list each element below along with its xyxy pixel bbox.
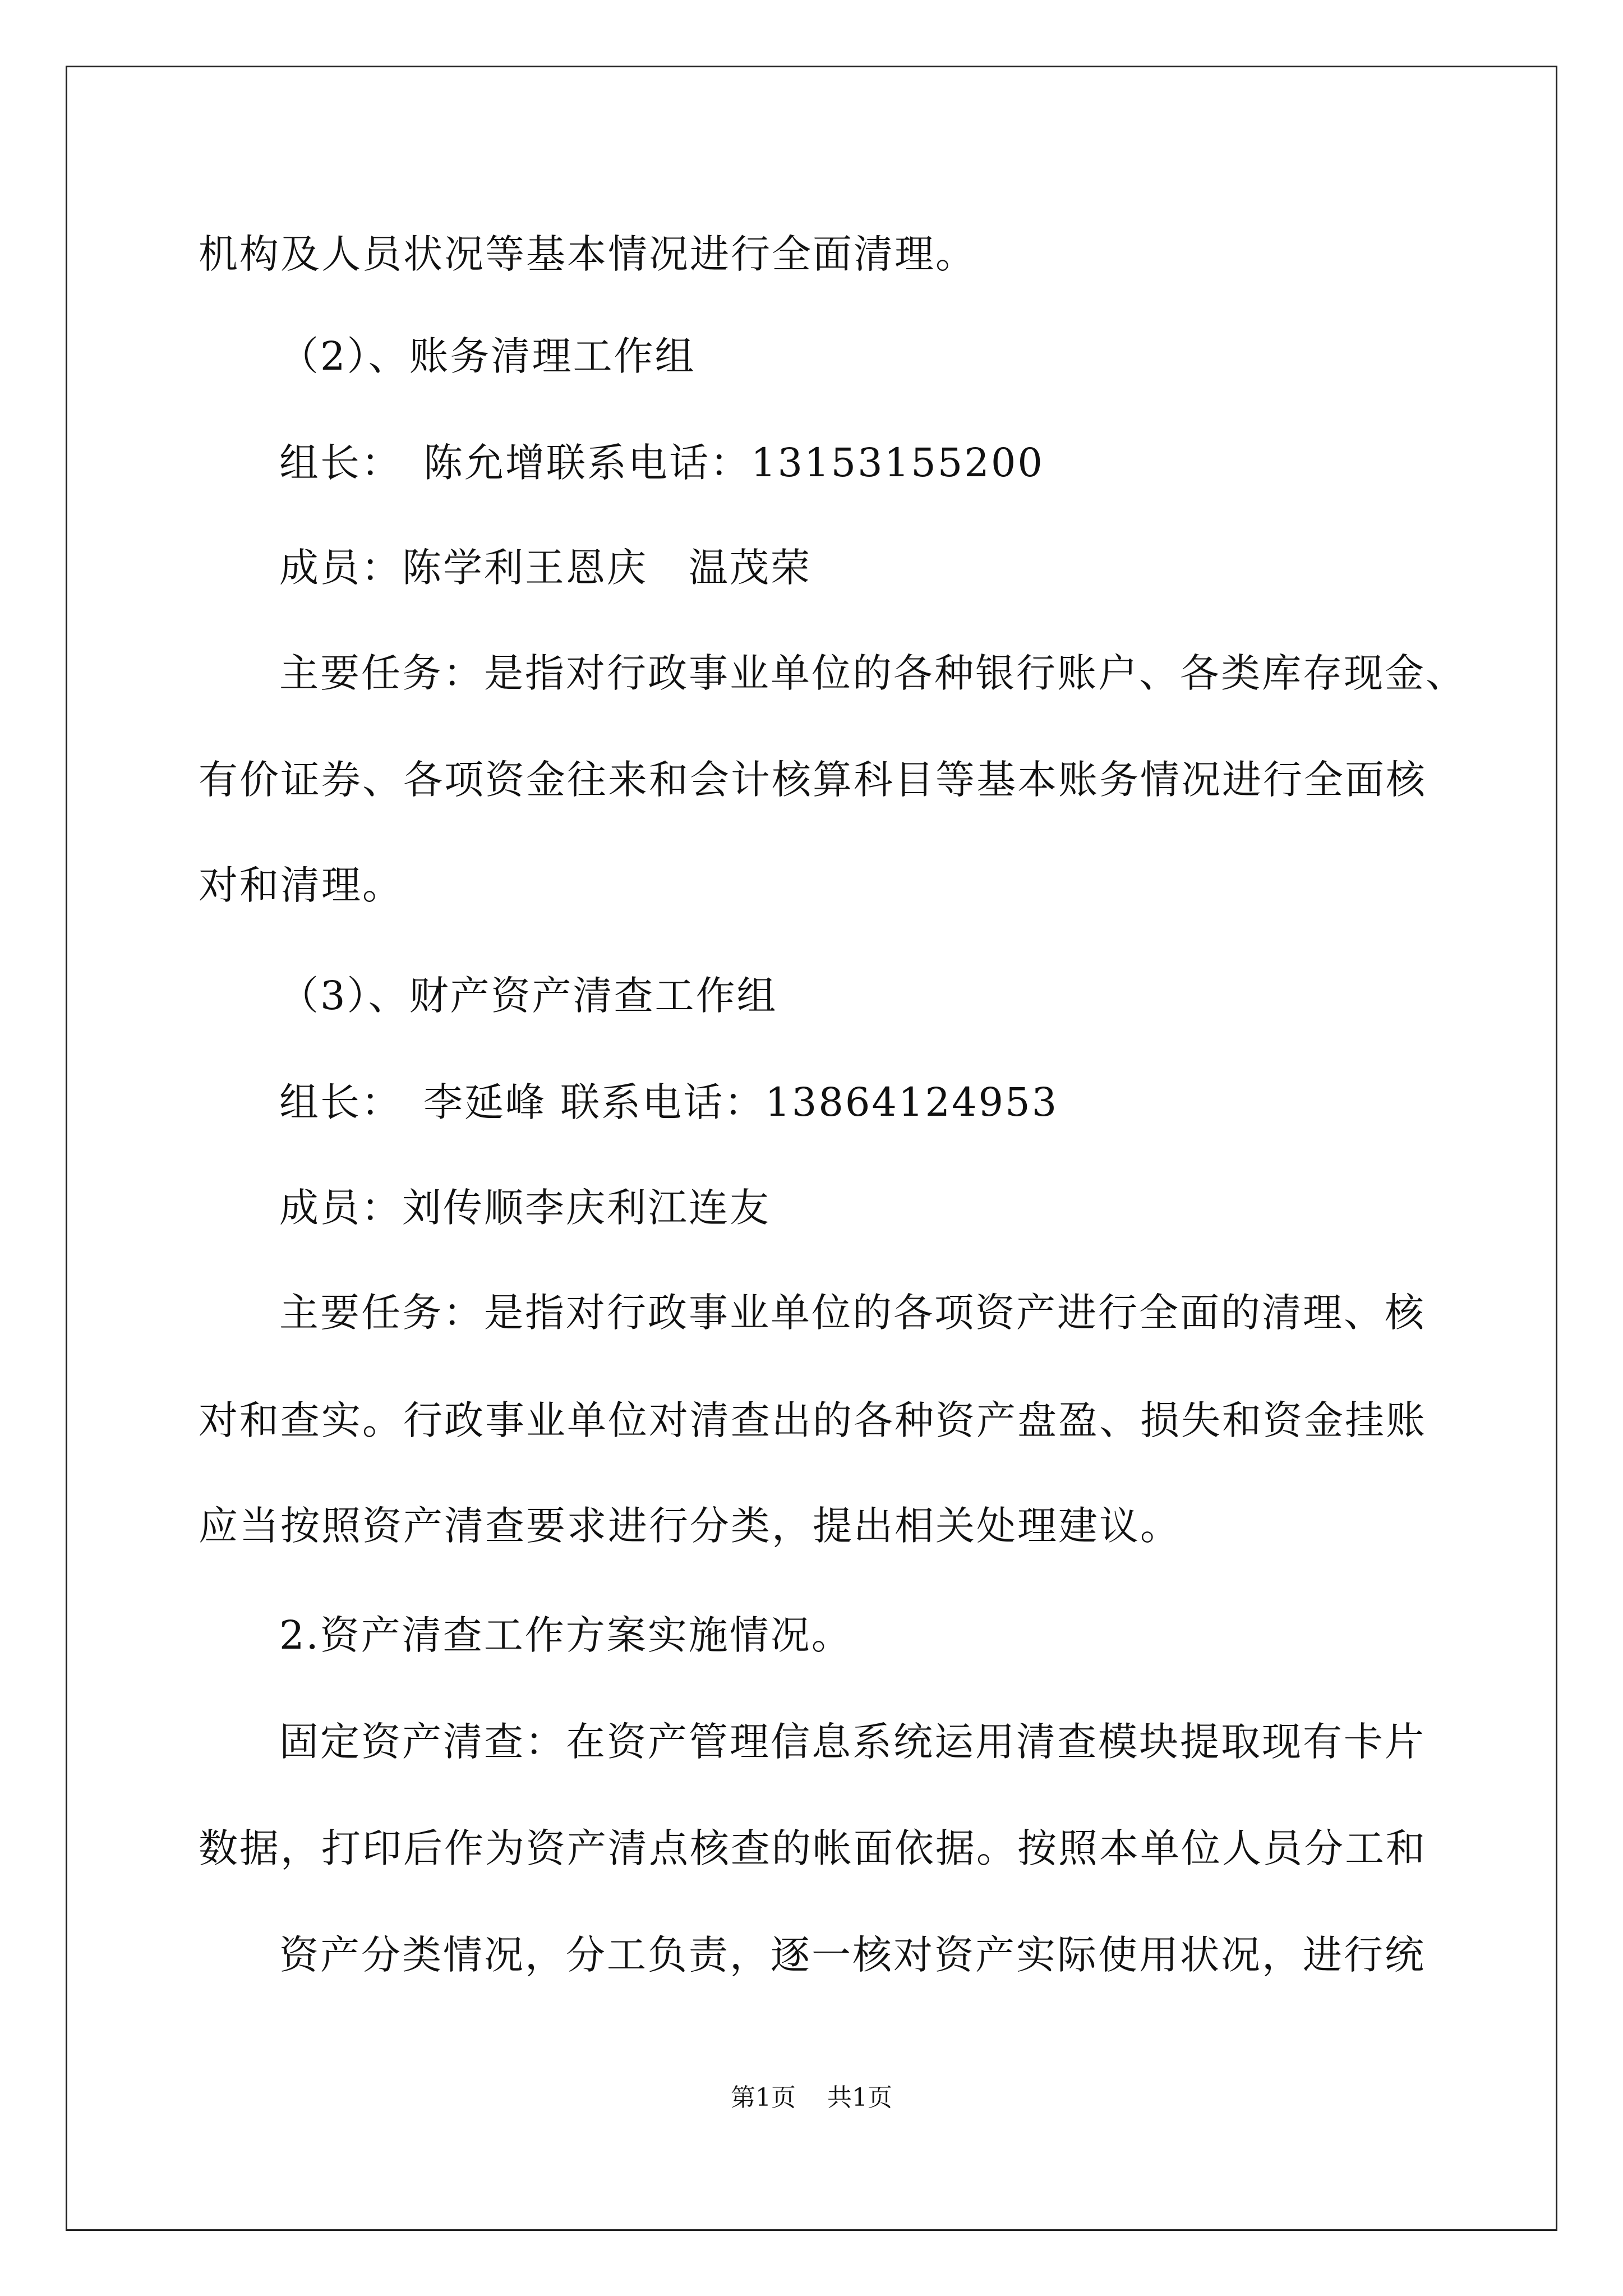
page-border xyxy=(66,66,1557,2231)
paragraph-line: 机构及人员状况等基本情况进行全面清理。 xyxy=(199,231,976,277)
group-leader-line: 组长： 陈允增联系电话：13153155200 xyxy=(279,440,1044,486)
group-members-line: 成员：陈学利王恩庆 温茂荣 xyxy=(279,545,811,591)
group-leader-line: 组长： 李延峰 联系电话：13864124953 xyxy=(279,1079,1059,1125)
paragraph-line: 主要任务：是指对行政事业单位的各种银行账户、各类库存现金、 xyxy=(279,650,1467,696)
paragraph-line: 主要任务：是指对行政事业单位的各项资产进行全面的清理、核 xyxy=(279,1290,1426,1336)
page-number-label: 第1页 xyxy=(731,2083,796,2112)
section-heading: （3）、财产资产清查工作组 xyxy=(279,973,778,1019)
paragraph-line: 数据，打印后作为资产清点核查的帐面依据。按照本单位人员分工和 xyxy=(199,1825,1427,1871)
paragraph-line: 资产分类情况，分工负责，逐一核对资产实际使用状况，进行统 xyxy=(279,1932,1426,1978)
section-heading: （2）、账务清理工作组 xyxy=(279,333,696,379)
page-footer xyxy=(0,2081,1623,2115)
paragraph-line: 对和清理。 xyxy=(199,862,403,908)
group-members-line: 成员：刘传顺李庆利江连友 xyxy=(279,1185,771,1231)
page-total-label: 共1页 xyxy=(827,2083,892,2112)
section-heading: 2.资产清查工作方案实施情况。 xyxy=(279,1612,852,1658)
paragraph-line: 对和查实。行政事业单位对清查出的各种资产盘盈、损失和资金挂账 xyxy=(199,1397,1427,1443)
paragraph-line: 应当按照资产清查要求进行分类，提出相关处理建议。 xyxy=(199,1503,1181,1549)
paragraph-line: 有价证券、各项资金往来和会计核算科目等基本账务情况进行全面核 xyxy=(199,757,1427,803)
paragraph-line: 固定资产清查：在资产管理信息系统运用清查模块提取现有卡片 xyxy=(279,1719,1426,1765)
